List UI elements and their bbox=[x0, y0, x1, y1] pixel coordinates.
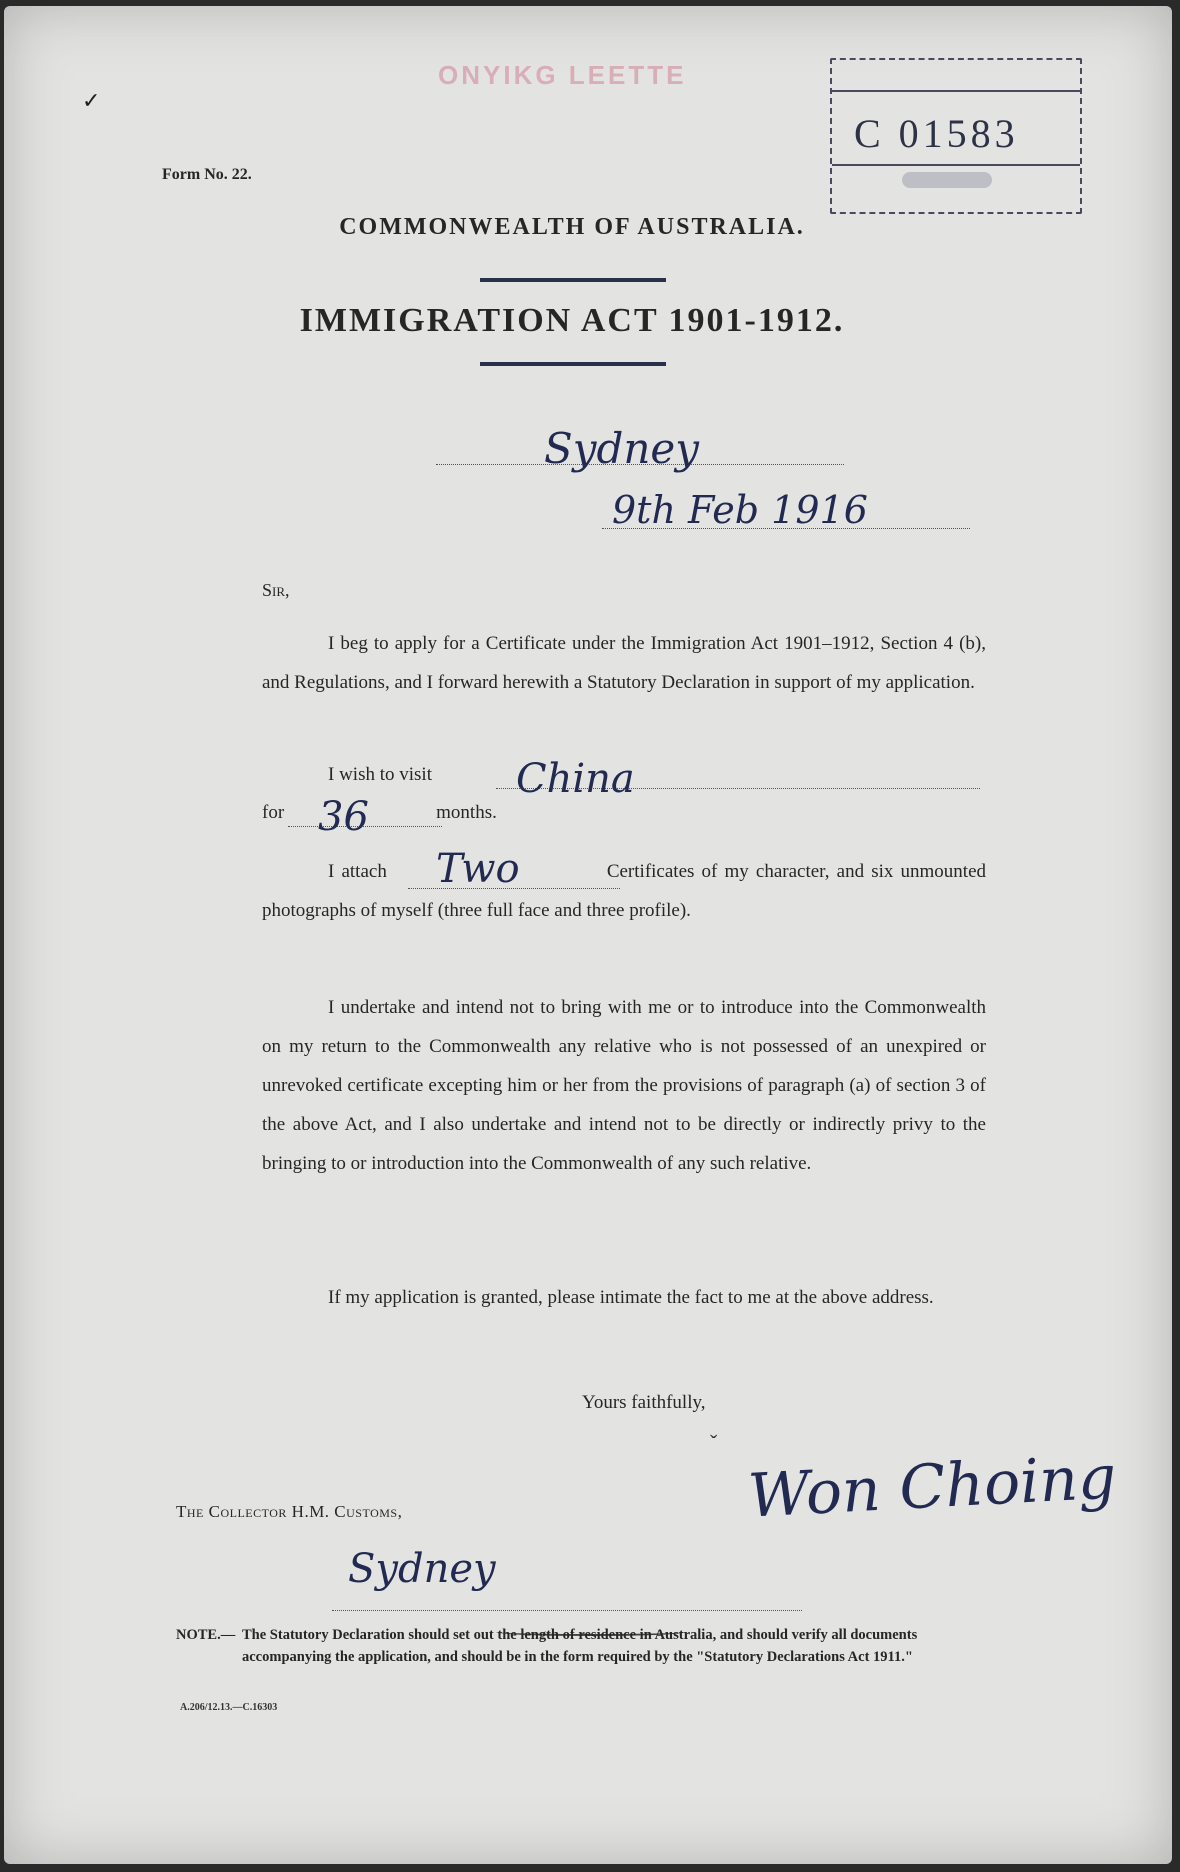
note-lead: NOTE.— bbox=[176, 1627, 236, 1643]
collector-place-line bbox=[332, 1610, 802, 1611]
months-label: months. bbox=[436, 802, 497, 823]
attach-rest-text: Certificates of my character, and six unmounted photographs of myself (three full face and three profile). bbox=[262, 861, 987, 921]
stamp-smudge bbox=[902, 172, 992, 188]
for-label: for bbox=[262, 802, 285, 823]
attach-label: I attach bbox=[328, 861, 387, 882]
handwritten-collector-place: Sydney bbox=[348, 1546, 496, 1592]
attachment-paragraph bbox=[262, 852, 986, 930]
application-form-sheet bbox=[4, 6, 1172, 1864]
heading-rule-bottom bbox=[480, 362, 666, 366]
addressee: The Collector H.M. Customs, bbox=[176, 1502, 403, 1521]
granted-paragraph-text: If my application is granted, please intimate the fact to me at the above address. bbox=[328, 1287, 934, 1308]
stamp-top-rule bbox=[832, 90, 1080, 92]
application-paragraph bbox=[262, 624, 986, 702]
handwritten-date: 9th Feb 1916 bbox=[612, 488, 868, 532]
duration-row bbox=[262, 802, 497, 824]
visit-label: I wish to visit bbox=[328, 764, 432, 785]
undertaking-paragraph-text: I undertake and intend not to bring with me or to introduce into the Commonwealth on my return to the Commonwealth any relative who is not possessed of an unexpired or unrevoked certificate excepting him or her from the provisions of paragraph (a) of section 3 of the above Act, and I also undertake and intend not to be directly or indirectly privy to the bringing to or introduction into the Commonwealth of any such relative. bbox=[262, 997, 986, 1174]
faint-stamp-impression: ONYIKG LEETTE bbox=[438, 60, 687, 90]
statutory-note bbox=[176, 1624, 996, 1668]
country-heading: COMMONWEALTH OF AUSTRALIA. bbox=[339, 214, 805, 240]
handwritten-place: Sydney bbox=[544, 424, 700, 473]
handwritten-certificate-count: Two bbox=[436, 846, 520, 892]
undertaking-paragraph bbox=[262, 988, 986, 1183]
note-body: The Statutory Declaration should set out the length of residence in Australia, and should verify all documents accompanying the application, and should be in the form required by the "Statutory Declarations Act 1911." bbox=[242, 1627, 918, 1665]
application-paragraph-text: I beg to apply for a Certificate under the Immigration Act 1901–1912, Section 4 (b), and Regulations, and I forward herewith a Statutory Declaration in support of my application. bbox=[262, 633, 986, 693]
stamp-number: C 01583 bbox=[854, 111, 1019, 156]
pen-stroke-icon: ˇ bbox=[710, 1430, 718, 1455]
handwritten-destination: China bbox=[516, 756, 635, 802]
paper-edge-shading bbox=[4, 6, 1172, 1864]
handwritten-months: 36 bbox=[318, 794, 369, 840]
handwritten-signature: Won Choing bbox=[746, 1442, 1118, 1532]
act-title: IMMIGRATION ACT 1901-1912. bbox=[299, 302, 845, 339]
stamp-bottom-rule bbox=[832, 164, 1080, 166]
valediction: Yours faithfully, bbox=[582, 1392, 706, 1413]
registration-stamp bbox=[830, 58, 1082, 214]
form-number: Form No. 22. bbox=[162, 166, 252, 183]
printer-code: A.206/12.13.—C.16303 bbox=[180, 1702, 278, 1713]
salutation: Sir, bbox=[262, 580, 290, 600]
granted-paragraph bbox=[262, 1278, 986, 1317]
heading-rule-top bbox=[480, 278, 666, 282]
pen-mark-icon: ✓ bbox=[82, 88, 101, 113]
